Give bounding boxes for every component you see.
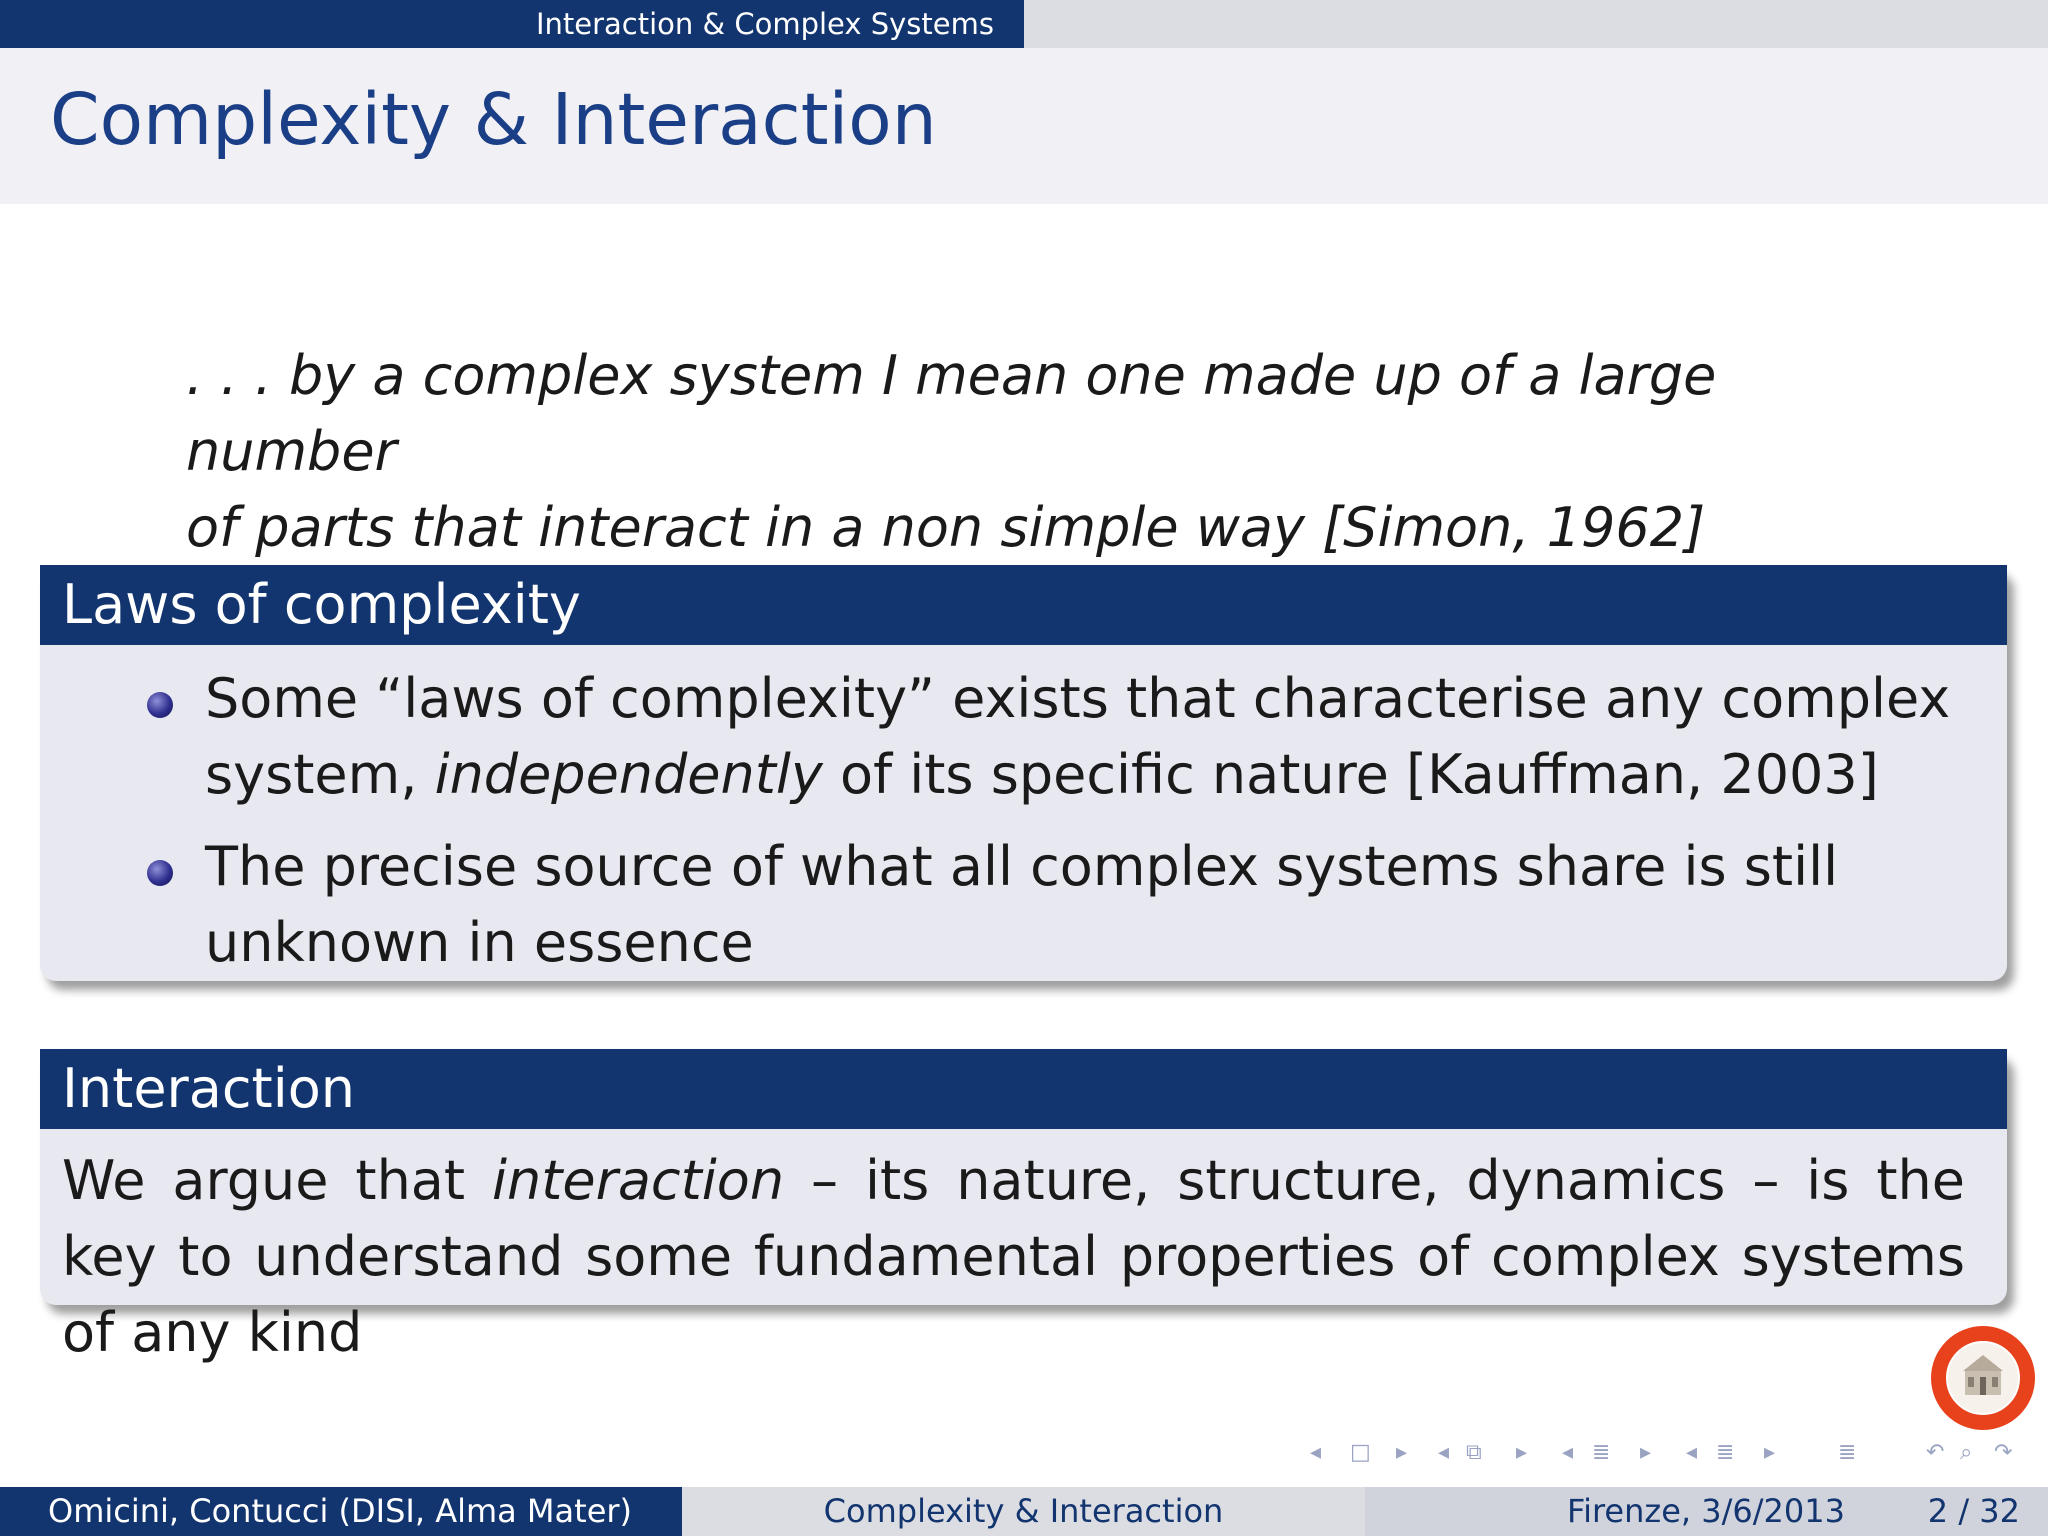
section-nav-icon[interactable]: ≣: [1592, 1440, 1611, 1465]
interaction-block-body: [40, 1129, 2007, 1371]
laws-block-title: Laws of complexity: [40, 565, 2007, 645]
back-icon[interactable]: ↶: [1926, 1440, 1945, 1465]
appendix-nav-icon[interactable]: ≣: [1838, 1440, 1857, 1465]
subsection-area: [1024, 0, 2048, 48]
footer-date: Firenze, 3/6/2013: [1567, 1492, 1845, 1530]
nav-right-arrow-icon[interactable]: ▸: [1396, 1440, 1408, 1465]
footer-title: Complexity & Interaction: [682, 1487, 1365, 1536]
list-item: [62, 829, 1985, 981]
bullet-text-end: of its specific nature [Kauffman, 2003]: [822, 743, 1879, 806]
laws-list: [62, 645, 1985, 981]
page-number: 2 / 32: [1927, 1492, 2020, 1530]
frame-title: Complexity & Interaction: [50, 78, 937, 161]
section-title[interactable]: Interaction & Complex Systems: [0, 0, 1024, 48]
interaction-text: [62, 1129, 1985, 1371]
bullet-text-start: Some “laws of complexity” exists that characterise any complex system,: [205, 667, 1951, 806]
nav-right-arrow-icon[interactable]: ▸: [1516, 1440, 1528, 1465]
footer-authors: Omicini, Contucci (DISI, Alma Mater): [0, 1487, 682, 1536]
footline: [0, 1487, 2048, 1536]
nav-right-arrow-icon[interactable]: ▸: [1764, 1440, 1776, 1465]
nav-left-arrow-icon[interactable]: ◂: [1310, 1440, 1322, 1465]
quote-line-2: of parts that interact in a non simple way [Simon, 1962]: [186, 496, 1706, 559]
interaction-block-title: Interaction: [40, 1049, 2007, 1129]
list-item: [62, 661, 1985, 813]
bullet-icon: [147, 692, 173, 718]
headline-bar: [0, 0, 2048, 48]
nav-right-arrow-icon[interactable]: ▸: [1640, 1440, 1652, 1465]
bullet-icon: [147, 860, 173, 886]
laws-block: [40, 565, 2007, 981]
quote-line-1: . . . by a complex system I mean one made up of a large number: [186, 344, 1717, 483]
bullet-text: The precise source of what all complex systems share is still unknown in essence: [205, 835, 1839, 974]
frame-nav-icon[interactable]: □: [1350, 1440, 1371, 1465]
para-emphasis: interaction: [492, 1149, 785, 1212]
document-nav-icon[interactable]: ≣: [1716, 1440, 1735, 1465]
university-seal-logo: [1930, 1325, 2036, 1431]
beamer-nav-bar: [1310, 1440, 2040, 1470]
laws-block-body: [40, 645, 2007, 981]
subsection-nav-icon[interactable]: ⧉: [1466, 1440, 1482, 1465]
bullet-emphasis: independently: [434, 743, 823, 806]
search-icon[interactable]: ⌕: [1960, 1440, 1973, 1465]
para-text-start: We argue that: [62, 1149, 493, 1212]
footer-right: [1365, 1487, 2048, 1536]
para-text-end: – its nature, structure, dynamics – is the key to understand some fundamental properties of complex systems of any kind: [62, 1149, 1965, 1364]
simon-quote: [186, 338, 1906, 566]
nav-left-arrow-icon[interactable]: ◂: [1562, 1440, 1574, 1465]
nav-left-arrow-icon[interactable]: ◂: [1438, 1440, 1450, 1465]
nav-left-arrow-icon[interactable]: ◂: [1686, 1440, 1698, 1465]
forward-icon[interactable]: ↷: [1994, 1440, 2013, 1465]
interaction-block: [40, 1049, 2007, 1364]
